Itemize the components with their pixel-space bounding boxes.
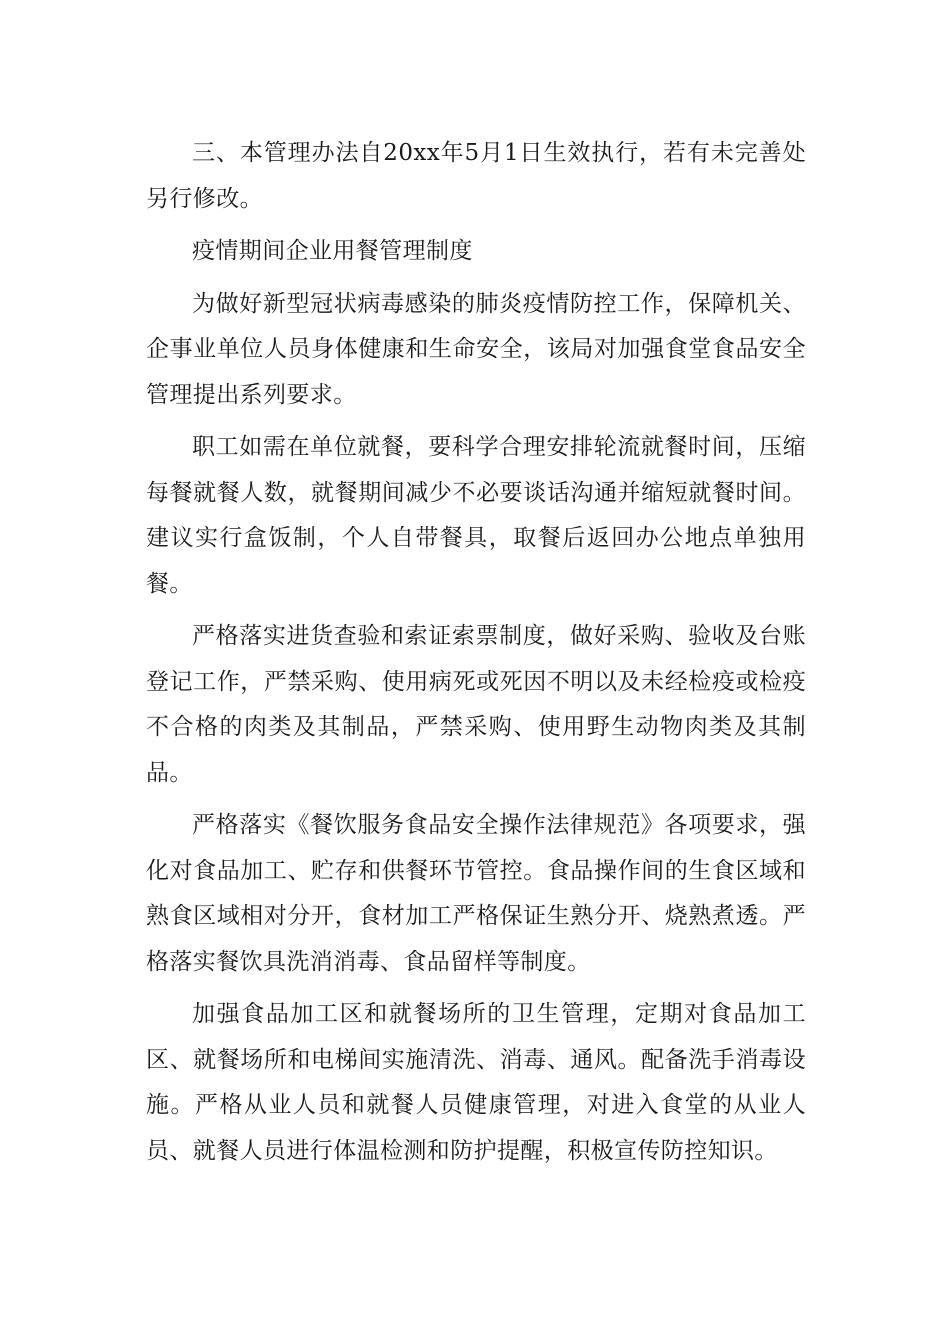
- document-body: [146, 131, 806, 1181]
- paragraph-food-safety-standards: 严格落实《餐饮服务食品安全操作法律规范》各项要求，强化对食品加工、贮存和供餐环节管控。食品操作间的生食区域和熟食区域相对分开，食材加工严格保证生熟分开、烧熟煮透。严格落实餐饮具洗消消毒、食品留样等制度。: [146, 812, 806, 975]
- paragraph-dining-arrangement: 职工如需在单位就餐，要科学合理安排轮流就餐时间，压缩每餐就餐人数，就餐期间减少不必要谈话沟通并缩短就餐时间。建议实行盒饭制，个人自带餐具，取餐后返回办公地点单独用餐。: [146, 434, 806, 597]
- paragraph-effective-date: 三、本管理办法自20xx年5月1日生效执行，若有未完善处另行修改。: [146, 140, 806, 212]
- paragraph-hygiene-management: 加强食品加工区和就餐场所的卫生管理，定期对食品加工区、就餐场所和电梯间实施清洗、消毒、通风。配备洗手消毒设施。严格从业人员和就餐人员健康管理，对进入食堂的从业人员、就餐人员进行体温检测和防护提醒，积极宣传防控知识。: [146, 1001, 806, 1164]
- paragraph-procurement: 严格落实进货查验和索证索票制度，做好采购、验收及台账登记工作，严禁采购、使用病死或死因不明以及未经检疫或检疫不合格的肉类及其制品，严禁采购、使用野生动物肉类及其制品。: [146, 623, 806, 786]
- paragraph-intro: 为做好新型冠状病毒感染的肺炎疫情防控工作，保障机关、企事业单位人员身体健康和生命安全，该局对加强食堂食品安全管理提出系列要求。: [146, 290, 806, 408]
- section-heading: 疫情期间企业用餐管理制度: [192, 238, 473, 264]
